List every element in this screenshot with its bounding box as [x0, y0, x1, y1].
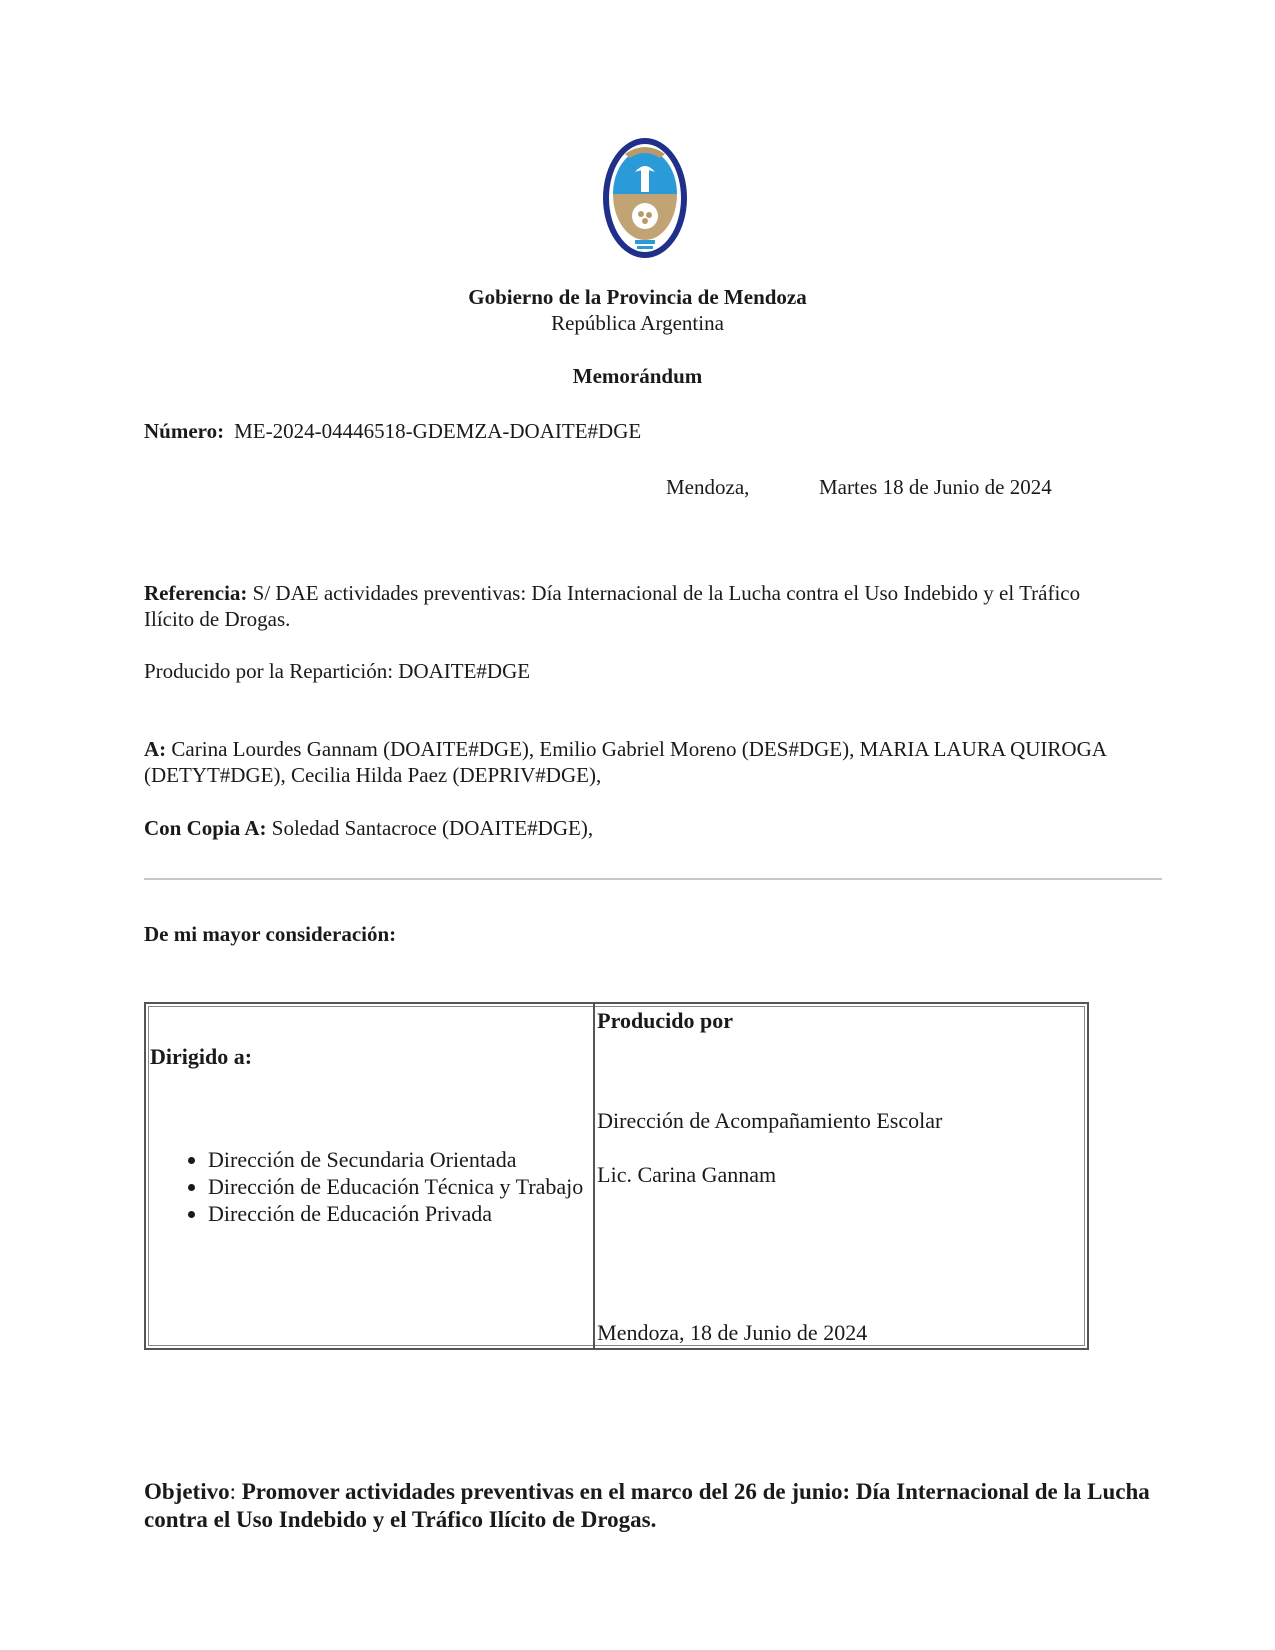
- a-label: A:: [144, 737, 167, 761]
- copy-recipients: [144, 815, 593, 841]
- producido-por-reparticion: Producido por la Repartición: DOAITE#DGE: [144, 659, 531, 683]
- divider: [144, 878, 1162, 880]
- objetivo-label: Objetivo: [144, 1479, 230, 1504]
- dirigido-list: [182, 1146, 588, 1227]
- government-name: Gobierno de la Provincia de Mendoza: [468, 285, 807, 309]
- producido-label: Producido por: [597, 1008, 734, 1033]
- dirigido-table: [144, 1002, 1089, 1350]
- dirigido-label: Dirigido a:: [150, 1044, 253, 1069]
- producido-org: Dirección de Acompañamiento Escolar: [597, 1108, 943, 1133]
- numero-label: Número:: [144, 419, 225, 443]
- document-type: Memorándum: [572, 364, 703, 388]
- list-item: • Dirección de Educación Técnica y Trabajo: [208, 1173, 588, 1200]
- country-name: República Argentina: [551, 311, 724, 335]
- document-number: [144, 418, 641, 444]
- date-city: Mendoza,: [666, 475, 750, 499]
- copia-value: Soledad Santacroce (DOAITE#DGE),: [271, 816, 594, 840]
- a-value: Carina Lourdes Gannam (DOAITE#DGE), Emilio Gabriel Moreno (DES#DGE), MARIA LAURA QUIROGA (DETYT#DGE), Cecilia Hilda Paez (DEPRIV#DGE),: [144, 737, 1106, 787]
- producido-person: Lic. Carina Gannam: [597, 1162, 777, 1187]
- reference: [144, 580, 1134, 632]
- producido-cell: [595, 1004, 1087, 1348]
- copia-label: Con Copia A:: [144, 816, 267, 840]
- dirigido-cell: [146, 1004, 595, 1348]
- referencia-label: Referencia:: [144, 581, 248, 605]
- list-item: • Dirección de Secundaria Orientada: [208, 1146, 588, 1173]
- numero-value: ME-2024-04446518-GDEMZA-DOAITE#DGE: [234, 419, 642, 443]
- coat-of-arms-icon: [600, 136, 690, 266]
- objective: [144, 1478, 1164, 1534]
- objetivo-colon: :: [229, 1479, 236, 1504]
- producido-date: Mendoza, 18 de Junio de 2024: [597, 1320, 868, 1345]
- greeting: De mi mayor consideración:: [144, 922, 397, 946]
- referencia-value: S/ DAE actividades preventivas: Día Internacional de la Lucha contra el Uso Indebido y el Tráfico Ilícito de Drogas.: [144, 581, 1081, 631]
- objetivo-text: Promover actividades preventivas en el marco del 26 de junio: Día Internacional de la Lucha contra el Uso Indebido y el Tráfico Ilícito de Drogas.: [144, 1479, 1150, 1532]
- list-item: • Dirección de Educación Privada: [208, 1200, 588, 1227]
- date-value: Martes 18 de Junio de 2024: [819, 475, 1052, 499]
- recipients: [144, 736, 1134, 788]
